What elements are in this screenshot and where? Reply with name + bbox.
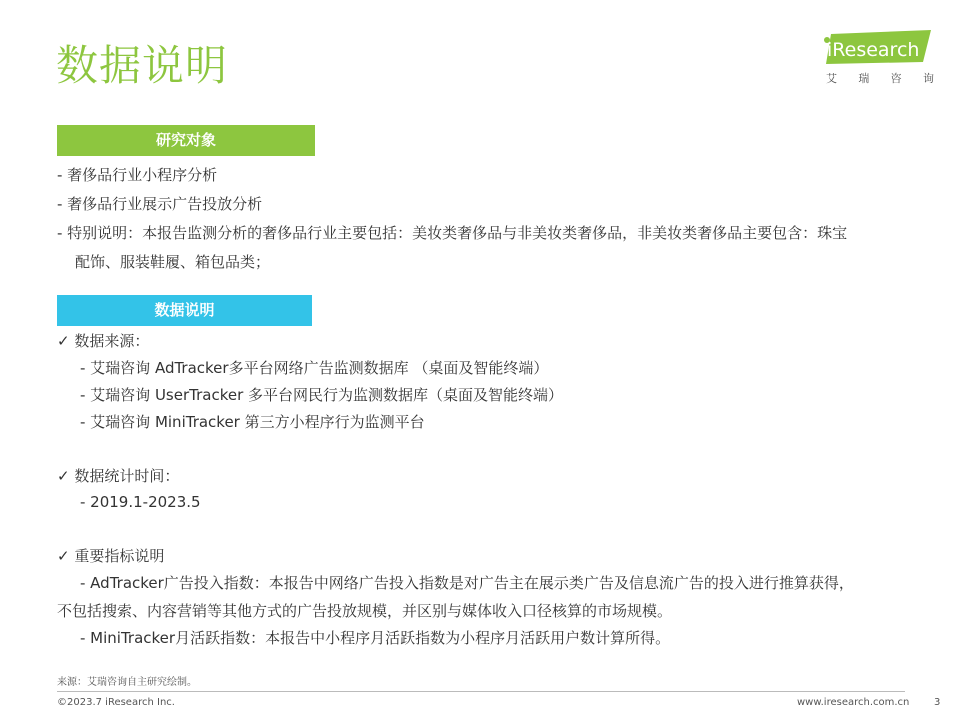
research-item: - 特别说明：本报告监测分析的奢侈品行业主要包括：美妆类奢侈品与非美妆类奢侈品，非美妆类奢侈品主要包含：珠宝 <box>57 224 848 242</box>
logo-sub-char: 询 <box>922 72 934 85</box>
data-source-item: - 艾瑞咨询 UserTracker 多平台网民行为监测数据库（桌面及智能终端） <box>80 386 564 404</box>
website-link[interactable]: www.iresearch.com.cn <box>797 697 910 708</box>
metric-item: - MiniTracker月活跃指数：本报告中小程序月活跃指数为小程序月活跃用户数计算所得。 <box>80 629 671 647</box>
footer-divider <box>57 691 905 692</box>
research-item: - 奢侈品行业小程序分析 <box>57 166 218 184</box>
data-source-item: - 艾瑞咨询 AdTracker多平台网络广告监测数据库 （桌面及智能终端） <box>80 359 549 377</box>
page-number: 3 <box>934 697 941 708</box>
data-source-label: ✓ 数据来源： <box>57 332 150 350</box>
metrics-label: ✓ 重要指标说明 <box>57 547 165 565</box>
metric-item-continued: 不包括搜索、内容营销等其他方式的广告投放规模，并区别与媒体收入口径核算的市场规模。 <box>57 602 673 620</box>
research-item: - 奢侈品行业展示广告投放分析 <box>57 195 263 213</box>
research-section-header: 研究对象 <box>57 125 315 156</box>
logo-wordmark: iResearch <box>827 39 920 61</box>
period-value: - 2019.1-2023.5 <box>80 493 201 511</box>
data-source-item: - 艾瑞咨询 MiniTracker 第三方小程序行为监测平台 <box>80 413 425 431</box>
source-note: 来源：艾瑞咨询自主研究绘制。 <box>57 677 197 688</box>
page-title: 数据说明 <box>56 41 229 90</box>
research-item-continued: 配饰、服装鞋履、箱包品类； <box>75 253 271 271</box>
logo-sub-char: 瑞 <box>858 72 870 85</box>
copyright: ©2023.7 iResearch Inc. <box>57 697 175 708</box>
logo-sub-char: 咨 <box>890 72 902 85</box>
data-section-header: 数据说明 <box>57 295 312 326</box>
logo-sub-char: 艾 <box>826 72 837 85</box>
period-label: ✓ 数据统计时间： <box>57 467 180 485</box>
logo-subtitle <box>826 70 934 86</box>
metric-item: - AdTracker广告投入指数：本报告中网络广告投入指数是对广告主在展示类广告及信息流广告的投入进行推算获得， <box>80 574 854 592</box>
